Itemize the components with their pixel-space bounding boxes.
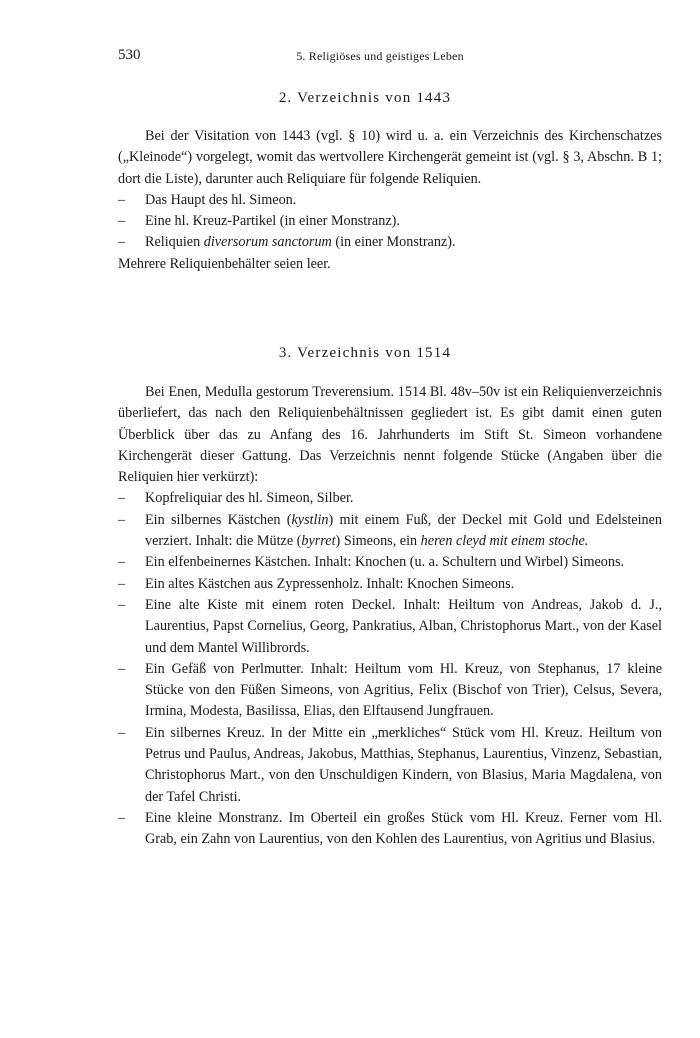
running-head: 5. Religiöses und geistiges Leben xyxy=(296,49,464,63)
old-german-term: heren cleyd mit einem stoche. xyxy=(420,533,589,550)
item-text: Ein silbernes Kästchen ( xyxy=(145,511,292,528)
relic-list-1443 xyxy=(118,190,662,254)
closing-paragraph: Mehrere Reliquienbehälter seien leer. xyxy=(118,255,331,272)
list-item: – Das Haupt des hl. Simeon. xyxy=(118,190,662,211)
old-german-term: byrret xyxy=(301,533,336,550)
item-text: (in einer Monstranz). xyxy=(331,234,456,251)
item-text: ) Simeons, ein xyxy=(335,533,421,550)
section-1514-body xyxy=(118,382,662,851)
list-item: – Eine kleine Monstranz. Im Oberteil ein großes Stück vom Hl. Kreuz. Ferner vom Hl. Grab, ein Zahn von Laurentius, von den Kohlen des Laurentius, von Agritius und Blasius. xyxy=(118,808,662,851)
list-item xyxy=(118,510,662,553)
list-item: – Ein altes Kästchen aus Zypressenholz. Inhalt: Knochen Simeons. xyxy=(118,574,662,595)
intro-paragraph: Bei Enen, Medulla gestorum Treverensium. 1514 Bl. 48v–50v ist ein Reliquienverzeichnis überliefert, das nach den Reliquienbehältnissen gegliedert ist. Es gibt damit einen guten Überblick über das zu Anfang des 16. Jahrhunderts im Stift St. Simeon vorhandene Kirchengerät dieser Gattung. Das Verzeichnis nennt folgende Stücke (Angaben über die Reliquien hier verkürzt): xyxy=(118,384,662,486)
section-title-1514: 3. Verzeichnis von 1514 xyxy=(278,345,452,361)
list-item xyxy=(118,232,662,253)
old-german-term: kystlin xyxy=(291,511,329,528)
page-number: 530 xyxy=(118,47,141,63)
list-item: – Ein elfenbeinernes Kästchen. Inhalt: Knochen (u. a. Schultern und Wirbel) Simeons. xyxy=(118,552,662,573)
section-1443-body xyxy=(118,126,662,275)
list-item: – Ein Gefäß von Perlmutter. Inhalt: Heiltum vom Hl. Kreuz, von Stephanus, 17 kleine Stücke von den Füßen Simeons, von Agritius, Felix (Bischof von Trier), Celsus, Severa, Irmina, Modesta, Basilissa, Elias, den Elftausend Jungfrauen. xyxy=(118,659,662,723)
item-text: ) mit einem Fuß, der Deckel mit Gold und Edelsteinen verziert. Inhalt: die Mütze ( xyxy=(145,511,662,550)
item-text: Reliquien xyxy=(145,234,204,251)
section-title-1443: 2. Verzeichnis von 1443 xyxy=(278,90,452,106)
relic-list-1514 xyxy=(118,488,662,850)
list-item: – Eine alte Kiste mit einem roten Deckel. Inhalt: Heiltum von Andreas, Jakob d. J., Laurentius, Papst Cornelius, Georg, Pankratius, Alban, Christophorus Mart., von der Kasel und dem Mantel Willibrords. xyxy=(118,595,662,659)
list-item: – Eine hl. Kreuz-Partikel (in einer Monstranz). xyxy=(118,211,662,232)
list-item: – Kopfreliquiar des hl. Simeon, Silber. xyxy=(118,488,662,509)
list-item: – Ein silbernes Kreuz. In der Mitte ein „merkliches“ Stück vom Hl. Kreuz. Heiltum von Petrus und Paulus, Andreas, Jakobus, Matthias, Stephanus, Laurentius, Vinzenz, Sebastian, Christophorus Mart., von den Unschuldigen Kindern, von Blasius, Maria Magdalena, von der Tafel Christi. xyxy=(118,723,662,808)
latin-term: diversorum sanctorum xyxy=(203,234,332,251)
intro-paragraph: Bei der Visitation von 1443 (vgl. § 10) wird u. a. ein Verzeichnis des Kirchenschatzes („Kleinode“) vorgelegt, womit das wertvollere Kirchengerät gemeint ist (vgl. § 3, Abschn. B 1; dort die Liste), darunter auch Reliquiare für folgende Reliquien. xyxy=(118,128,662,187)
